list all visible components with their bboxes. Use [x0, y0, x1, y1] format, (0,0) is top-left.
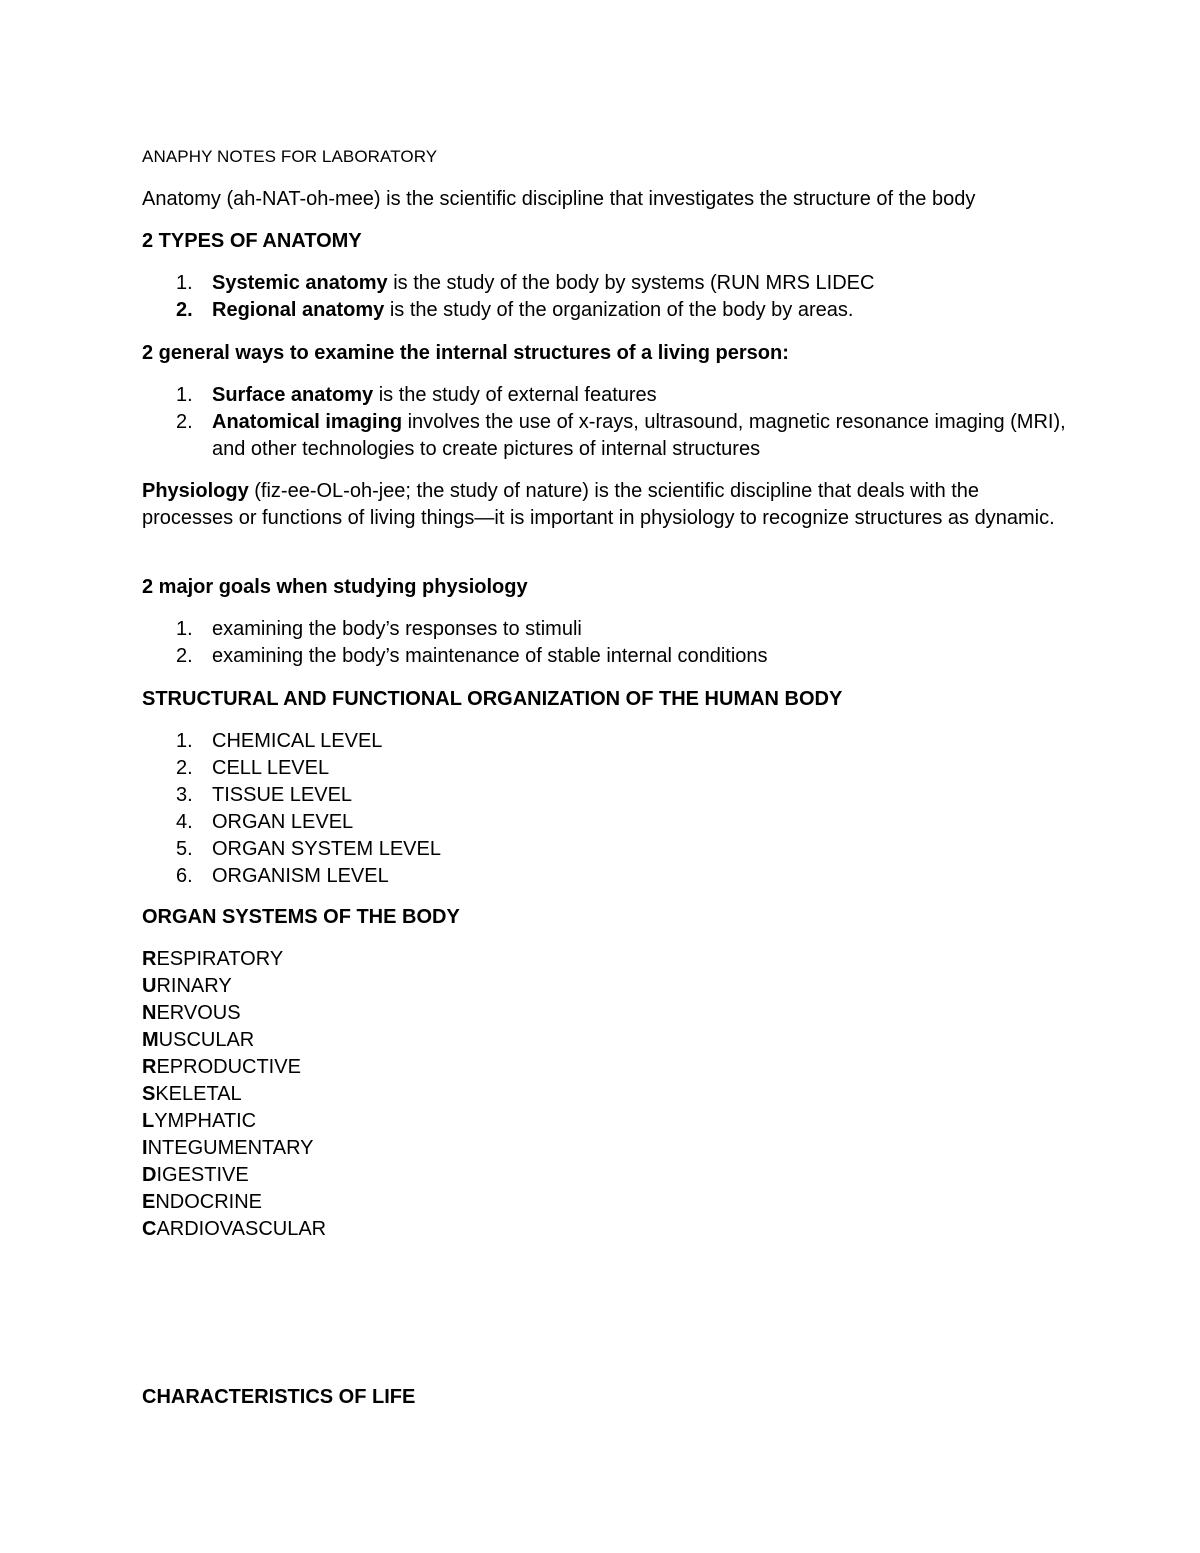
- list-text: ERVOUS: [156, 1002, 241, 1024]
- list-number: 4.: [176, 811, 193, 833]
- organization-levels-list: [142, 728, 441, 890]
- list-item: [142, 1081, 326, 1108]
- list-text: NDOCRINE: [155, 1191, 263, 1213]
- organ-systems-heading: ORGAN SYSTEMS OF THE BODY: [142, 906, 460, 928]
- term-description: is the study of external features: [373, 384, 657, 406]
- list-number: 2.: [176, 645, 193, 667]
- list-item: [142, 863, 441, 890]
- physiology-definition: [142, 478, 1062, 532]
- list-item: [142, 973, 326, 1000]
- list-item: [142, 616, 768, 643]
- list-text: KELETAL: [155, 1083, 242, 1105]
- list-item: [142, 836, 441, 863]
- list-number: 3.: [176, 784, 193, 806]
- examine-ways-list: [142, 382, 1072, 463]
- list-item: [142, 409, 1072, 463]
- term: Anatomical imaging: [212, 411, 403, 433]
- examine-ways-heading: 2 general ways to examine the internal structures of a living person:: [142, 342, 789, 364]
- list-number: 6.: [176, 865, 193, 887]
- list-item: [142, 1027, 326, 1054]
- types-of-anatomy-list: [142, 270, 874, 324]
- list-number: 2.: [176, 757, 193, 779]
- list-number: 2.: [176, 411, 193, 433]
- list-item: [142, 946, 326, 973]
- list-text: NTEGUMENTARY: [147, 1137, 314, 1159]
- initial-letter: S: [142, 1083, 156, 1105]
- list-text: examining the body’s maintenance of stable internal conditions: [212, 645, 768, 667]
- term-description: involves the use of x-rays, ultrasound, magnetic resonance imaging (MRI), and other technologies to create pictures of internal structures: [212, 411, 1066, 460]
- organ-systems-list: [142, 946, 326, 1243]
- list-number: 1.: [176, 618, 193, 640]
- physiology-goals-heading: 2 major goals when studying physiology: [142, 576, 528, 598]
- initial-letter: L: [142, 1110, 155, 1132]
- organization-heading: STRUCTURAL AND FUNCTIONAL ORGANIZATION OF THE HUMAN BODY: [142, 688, 843, 710]
- list-text: TISSUE LEVEL: [212, 784, 353, 806]
- list-text: ORGANISM LEVEL: [212, 865, 389, 887]
- term-description: is the study of the body by systems (RUN MRS LIDEC: [387, 272, 875, 294]
- list-text: YMPHATIC: [154, 1110, 257, 1132]
- list-item: [142, 1108, 326, 1135]
- list-item: [142, 643, 768, 670]
- list-text: ARDIOVASCULAR: [156, 1218, 327, 1240]
- list-text: RINARY: [156, 975, 232, 997]
- initial-letter: R: [142, 1056, 157, 1078]
- list-number: 1.: [176, 730, 193, 752]
- list-item: [142, 1189, 326, 1216]
- initial-letter: E: [142, 1191, 156, 1213]
- list-text: EPRODUCTIVE: [156, 1056, 301, 1078]
- list-item: [142, 1135, 326, 1162]
- initial-letter: I: [142, 1137, 148, 1159]
- initial-letter: D: [142, 1164, 157, 1186]
- list-item: [142, 809, 441, 836]
- list-number: 1.: [176, 272, 193, 294]
- list-item: [142, 382, 1072, 409]
- list-text: ESPIRATORY: [156, 948, 284, 970]
- anatomy-definition: Anatomy (ah-NAT-oh-mee) is the scientific discipline that investigates the structure of the body: [142, 188, 976, 210]
- list-text: USCULAR: [158, 1029, 255, 1051]
- list-item: [142, 782, 441, 809]
- list-text: ORGAN LEVEL: [212, 811, 354, 833]
- term: Regional anatomy: [212, 299, 385, 321]
- term-description: (fiz-ee-OL-oh-jee; the study of nature) is the scientific discipline that deals with the processes or functions of living things—it is important in physiology to recognize structures as dynamic.: [142, 480, 1055, 529]
- characteristics-of-life-heading: CHARACTERISTICS OF LIFE: [142, 1386, 416, 1408]
- list-item: [142, 1162, 326, 1189]
- term: Physiology: [142, 480, 249, 502]
- types-of-anatomy-heading: 2 TYPES OF ANATOMY: [142, 230, 362, 252]
- term: Systemic anatomy: [212, 272, 388, 294]
- list-item: [142, 270, 874, 297]
- list-text: IGESTIVE: [156, 1164, 249, 1186]
- initial-letter: M: [142, 1029, 159, 1051]
- physiology-goals-list: [142, 616, 768, 670]
- list-number: 5.: [176, 838, 193, 860]
- list-item: [142, 728, 441, 755]
- list-item: [142, 297, 874, 324]
- document-title: ANAPHY NOTES FOR LABORATORY: [142, 147, 438, 166]
- list-text: CELL LEVEL: [212, 757, 330, 779]
- list-text: examining the body’s responses to stimuli: [212, 618, 582, 640]
- list-text: CHEMICAL LEVEL: [212, 730, 383, 752]
- list-item: [142, 1054, 326, 1081]
- initial-letter: R: [142, 948, 157, 970]
- list-item: [142, 1000, 326, 1027]
- list-item: [142, 755, 441, 782]
- initial-letter: C: [142, 1218, 157, 1240]
- list-number: 1.: [176, 384, 193, 406]
- list-text: ORGAN SYSTEM LEVEL: [212, 838, 441, 860]
- term-description: is the study of the organization of the body by areas.: [384, 299, 854, 321]
- initial-letter: U: [142, 975, 157, 997]
- initial-letter: N: [142, 1002, 157, 1024]
- term: Surface anatomy: [212, 384, 374, 406]
- list-item: [142, 1216, 326, 1243]
- list-number: 2.: [176, 299, 193, 321]
